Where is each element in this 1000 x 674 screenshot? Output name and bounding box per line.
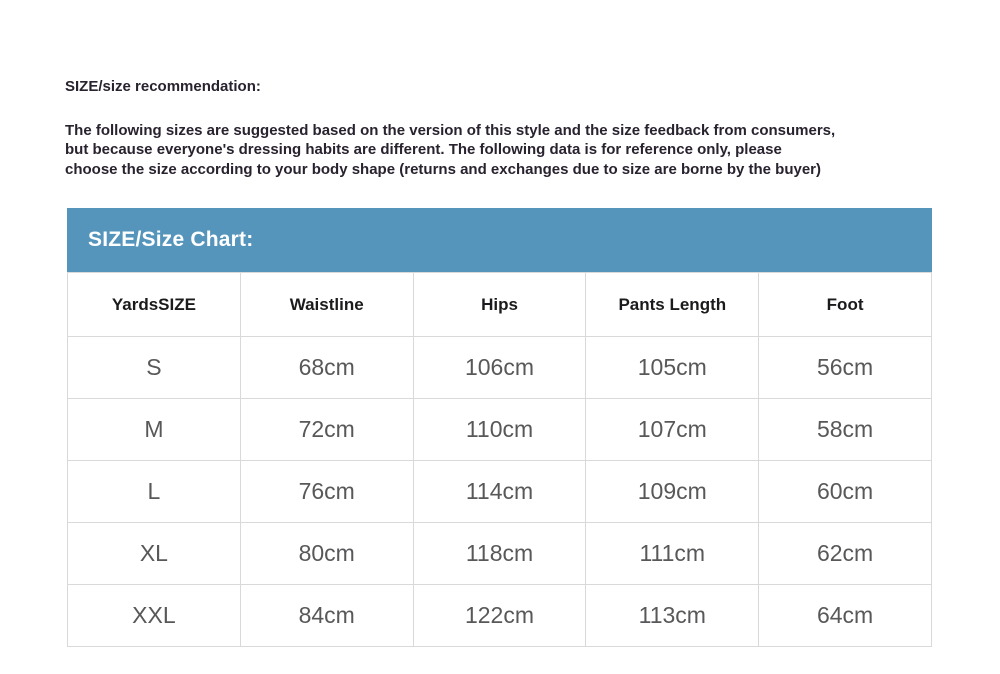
measurement-cell: 110cm [413,399,586,461]
size-recommendation-paragraph [65,121,835,179]
measurement-cell: 109cm [586,461,759,523]
column-header-waistline: Waistline [240,273,413,337]
size-label-cell: L [68,461,241,523]
paragraph-line: choose the size according to your body shape (returns and exchanges due to size are borne by the buyer) [65,160,822,178]
size-label-cell: M [68,399,241,461]
measurement-cell: 106cm [413,337,586,399]
table-row [68,461,932,523]
size-chart-table-container [67,272,932,647]
table-row [68,337,932,399]
measurement-cell: 105cm [586,337,759,399]
column-header-pants-length: Pants Length [586,273,759,337]
size-label-cell: XL [68,523,241,585]
size-label-cell: S [68,337,241,399]
size-recommendation-title: SIZE/size recommendation: [65,78,261,95]
measurement-cell: 107cm [586,399,759,461]
measurement-cell: 114cm [413,461,586,523]
paragraph-line: but because everyone's dressing habits are different. The following data is for reference only, please [65,141,782,159]
measurement-cell: 56cm [759,337,932,399]
measurement-cell: 84cm [240,585,413,647]
table-row [68,585,932,647]
table-row [68,523,932,585]
measurement-cell: 76cm [240,461,413,523]
column-header-hips: Hips [413,273,586,337]
measurement-cell: 111cm [586,523,759,585]
size-chart-table-body [68,337,932,647]
measurement-cell: 122cm [413,585,586,647]
measurement-cell: 118cm [413,523,586,585]
measurement-cell: 72cm [240,399,413,461]
size-chart-banner [67,208,932,272]
size-chart-banner-title: SIZE/Size Chart: [88,228,254,251]
column-header-yards-size: YardsSIZE [68,273,241,337]
column-header-foot: Foot [759,273,932,337]
size-label-cell: XXL [68,585,241,647]
measurement-cell: 62cm [759,523,932,585]
measurement-cell: 58cm [759,399,932,461]
measurement-cell: 68cm [240,337,413,399]
measurement-cell: 113cm [586,585,759,647]
paragraph-line: The following sizes are suggested based on the version of this style and the size feedback from consumers, [65,122,836,139]
measurement-cell: 60cm [759,461,932,523]
size-chart-table [67,272,932,647]
measurement-cell: 80cm [240,523,413,585]
measurement-cell: 64cm [759,585,932,647]
table-header-row [68,273,932,337]
table-row [68,399,932,461]
